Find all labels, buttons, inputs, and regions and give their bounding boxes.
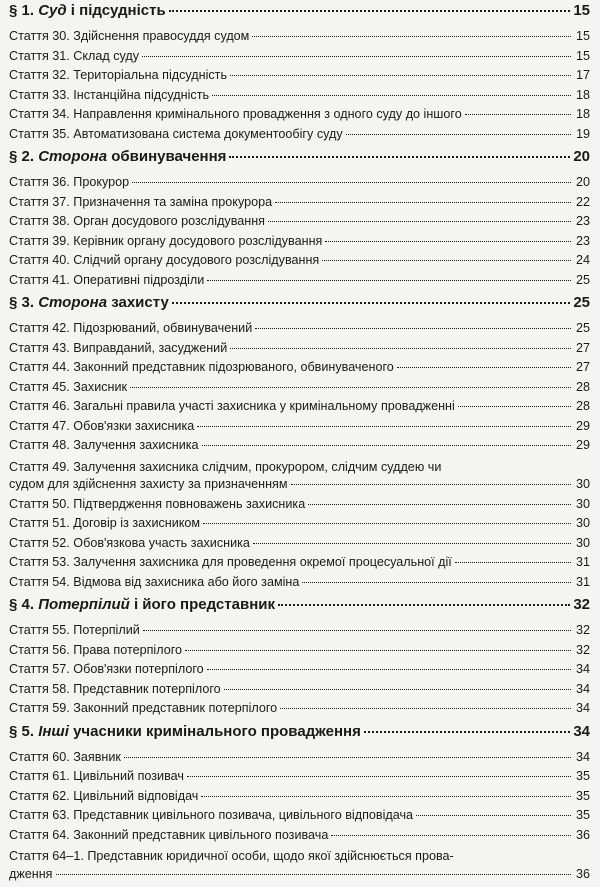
toc-entry[interactable] — [9, 214, 590, 234]
dot-leader — [416, 815, 571, 816]
entry-label: Стаття 48. Залучення захисника — [9, 438, 199, 452]
page-number: 25 — [575, 321, 590, 335]
entry-label: Стаття 63. Представник цивільного позивача, цивільного відповідача — [9, 808, 414, 822]
page-number: 15 — [573, 2, 590, 19]
page-number: 17 — [575, 68, 590, 82]
entry-label: Стаття 53. Залучення захисника для проведення окремої процесуальної дії — [9, 555, 452, 569]
toc-entry[interactable] — [9, 682, 590, 702]
page-number: 18 — [575, 107, 590, 121]
section-title: § 5. Інші учасники кримінального провадження — [9, 722, 361, 740]
toc-entry[interactable] — [9, 623, 590, 643]
page-number: 30 — [575, 496, 590, 511]
dot-leader — [56, 874, 571, 875]
page-number: 32 — [573, 596, 590, 613]
page-number: 15 — [575, 29, 590, 43]
dot-leader — [278, 604, 570, 606]
toc-entry[interactable] — [9, 380, 590, 400]
section-heading[interactable] — [9, 596, 590, 623]
dot-leader — [325, 241, 571, 242]
entry-label: Стаття 33. Інстанційна підсудність — [9, 87, 210, 102]
entry-label: Стаття 59. Законний представник потерпілого — [9, 701, 278, 715]
page-number: 25 — [573, 294, 590, 311]
entry-label: Стаття 55. Потерпілий — [9, 623, 140, 637]
page-number: 32 — [575, 642, 590, 657]
page-number: 22 — [575, 194, 590, 209]
section-heading[interactable] — [9, 294, 590, 321]
dot-leader — [207, 669, 571, 670]
entry-label: Стаття 31. Склад суду — [9, 48, 140, 63]
entry-label: Стаття 47. Обов'язки захисника — [9, 418, 195, 433]
toc-entry[interactable] — [9, 789, 590, 809]
dot-leader — [364, 731, 570, 733]
toc-entry[interactable] — [9, 828, 590, 848]
toc-section-3 — [9, 294, 590, 594]
table-of-contents — [0, 2, 600, 887]
page-number: 35 — [575, 769, 590, 783]
entry-label: Стаття 32. Територіальна підсудність — [9, 68, 228, 82]
page-number: 36 — [575, 827, 590, 842]
page-number: 20 — [575, 175, 590, 189]
section-title: § 2. Сторона обвинувачення — [9, 148, 227, 165]
entry-label: Стаття 62. Цивільний відповідач — [9, 788, 199, 803]
entry-label-continued: судом для здійснення захисту за призначенням — [9, 477, 288, 491]
toc-entry[interactable] — [9, 536, 590, 556]
dot-leader — [455, 562, 571, 563]
dot-leader — [172, 302, 571, 304]
dot-leader — [291, 484, 571, 485]
entry-label-continued: дження — [9, 866, 53, 881]
dot-leader — [124, 757, 571, 758]
page-number: 34 — [575, 662, 590, 676]
toc-entry[interactable] — [9, 68, 590, 88]
toc-entry[interactable] — [9, 127, 590, 147]
dot-leader — [185, 650, 571, 651]
page-number: 30 — [575, 516, 590, 530]
entry-label: Стаття 44. Законний представник підозрюваного, обвинуваченого — [9, 360, 394, 374]
entry-label: Стаття 58. Представник потерпілого — [9, 681, 221, 696]
page-number: 18 — [575, 87, 590, 102]
toc-entry[interactable] — [9, 575, 590, 595]
entry-label: Стаття 46. Загальні правила участі захисника у кримінальному провадженні — [9, 399, 455, 413]
section-title: § 3. Сторона захисту — [9, 294, 169, 311]
page-number: 29 — [575, 438, 590, 452]
dot-leader — [207, 280, 571, 281]
page-number: 36 — [575, 866, 590, 881]
entry-label: Стаття 64. Законний представник цивільного позивача — [9, 827, 329, 842]
page-number: 35 — [575, 788, 590, 803]
toc-section-4 — [9, 596, 590, 721]
page-number: 30 — [575, 477, 590, 491]
entry-label: Стаття 30. Здійснення правосуддя судом — [9, 29, 250, 43]
toc-entry[interactable] — [9, 29, 590, 49]
entry-label: Стаття 45. Захисник — [9, 379, 128, 394]
toc-entry[interactable] — [9, 750, 590, 770]
dot-leader — [253, 543, 571, 544]
dot-leader — [169, 10, 571, 12]
dot-leader — [143, 630, 571, 631]
entry-label: Стаття 60. Заявник — [9, 749, 121, 764]
dot-leader — [275, 202, 571, 203]
dot-leader — [465, 114, 571, 115]
dot-leader — [308, 504, 571, 505]
dot-leader — [458, 406, 571, 407]
toc-section-2 — [9, 148, 590, 292]
entry-label: Стаття 56. Права потерпілого — [9, 642, 183, 657]
toc-section-5 — [9, 723, 590, 887]
entry-label: Стаття 42. Підозрюваний, обвинувачений — [9, 321, 253, 335]
dot-leader — [230, 348, 571, 349]
dot-leader — [197, 426, 571, 427]
toc-entry[interactable] — [9, 555, 590, 575]
dot-leader — [302, 582, 571, 583]
dot-leader — [130, 387, 571, 388]
page-number: 25 — [575, 272, 590, 287]
page-number: 23 — [575, 233, 590, 248]
toc-entry[interactable] — [9, 399, 590, 419]
entry-label: Стаття 35. Автоматизована система документообігу суду — [9, 126, 343, 141]
toc-entry[interactable] — [9, 769, 590, 789]
toc-entry[interactable] — [9, 497, 590, 517]
dot-leader — [187, 776, 571, 777]
toc-entry[interactable] — [9, 847, 590, 886]
entry-label: Стаття 61. Цивільний позивач — [9, 769, 184, 783]
dot-leader — [202, 445, 571, 446]
page-number: 28 — [575, 379, 590, 394]
dot-leader — [224, 689, 571, 690]
entry-label: Стаття 57. Обов'язки потерпілого — [9, 662, 204, 676]
toc-entry[interactable] — [9, 662, 590, 682]
dot-leader — [252, 36, 571, 37]
toc-entry[interactable] — [9, 360, 590, 380]
toc-entry[interactable] — [9, 458, 590, 497]
page-number: 19 — [575, 126, 590, 141]
entry-label: Стаття 37. Призначення та заміна прокурора — [9, 194, 273, 209]
toc-entry[interactable] — [9, 438, 590, 458]
dot-leader — [132, 182, 571, 183]
toc-entry[interactable] — [9, 88, 590, 108]
entry-label: Стаття 49. Залучення захисника слідчим, прокурором, слідчим суддею чи — [9, 459, 442, 474]
dot-leader — [142, 56, 571, 57]
page-number: 34 — [573, 722, 590, 740]
entry-label: Стаття 34. Направлення кримінального провадження з одного суду до іншого — [9, 107, 462, 121]
section-heading[interactable] — [9, 2, 590, 29]
toc-entry[interactable] — [9, 175, 590, 195]
entry-label: Стаття 50. Підтвердження повноважень захисника — [9, 496, 306, 511]
page-number: 15 — [575, 48, 590, 63]
section-title: § 1. Суд і підсудність — [9, 2, 166, 19]
page-number: 34 — [575, 701, 590, 715]
page-number: 27 — [575, 340, 590, 355]
toc-entry[interactable] — [9, 321, 590, 341]
dot-leader — [397, 367, 571, 368]
dot-leader — [212, 95, 571, 96]
entry-label: Стаття 51. Договір із захисником — [9, 516, 201, 530]
dot-leader — [201, 796, 571, 797]
toc-entry[interactable] — [9, 516, 590, 536]
entry-label: Стаття 64–1. Представник юридичної особи, щодо якої здійснюється прова- — [9, 849, 454, 863]
toc-entry[interactable] — [9, 808, 590, 828]
page-number: 20 — [573, 148, 590, 165]
entry-label: Стаття 41. Оперативні підрозділи — [9, 272, 205, 287]
toc-entry[interactable] — [9, 643, 590, 663]
page-number: 34 — [575, 749, 590, 764]
page-number: 30 — [575, 535, 590, 550]
section-title: § 4. Потерпілий і його представник — [9, 596, 275, 613]
toc-entry[interactable] — [9, 195, 590, 215]
entry-label: Стаття 36. Прокурор — [9, 175, 130, 189]
page-number: 28 — [575, 399, 590, 413]
section-heading[interactable] — [9, 723, 590, 750]
page-number: 32 — [575, 623, 590, 637]
entry-label: Стаття 43. Виправданий, засуджений — [9, 340, 228, 355]
entry-label: Стаття 40. Слідчий органу досудового розслідування — [9, 253, 320, 267]
toc-entry[interactable] — [9, 234, 590, 254]
page-number: 24 — [575, 253, 590, 267]
page-number: 31 — [575, 555, 590, 569]
page-number: 29 — [575, 418, 590, 433]
dot-leader — [230, 75, 571, 76]
dot-leader — [331, 835, 571, 836]
toc-entry[interactable] — [9, 701, 590, 721]
toc-entry[interactable] — [9, 341, 590, 361]
toc-entry[interactable] — [9, 107, 590, 127]
entry-label: Стаття 38. Орган досудового розслідування — [9, 214, 266, 228]
toc-entry[interactable] — [9, 419, 590, 439]
page-number: 34 — [575, 681, 590, 696]
page-number: 27 — [575, 360, 590, 374]
toc-entry[interactable] — [9, 273, 590, 293]
dot-leader — [280, 708, 571, 709]
entry-label: Стаття 39. Керівник органу досудового розслідування — [9, 233, 323, 248]
page-number: 35 — [575, 808, 590, 822]
toc-section-1 — [9, 2, 590, 146]
entry-label: Стаття 52. Обов'язкова участь захисника — [9, 535, 250, 550]
toc-entry[interactable] — [9, 49, 590, 69]
dot-leader — [322, 260, 571, 261]
dot-leader — [255, 328, 571, 329]
dot-leader — [229, 156, 570, 158]
section-heading[interactable] — [9, 148, 590, 175]
toc-entry[interactable] — [9, 253, 590, 273]
dot-leader — [346, 134, 571, 135]
dot-leader — [268, 221, 571, 222]
dot-leader — [203, 523, 571, 524]
entry-label: Стаття 54. Відмова від захисника або його заміна — [9, 574, 300, 589]
page-number: 31 — [575, 574, 590, 589]
page-number: 23 — [575, 214, 590, 228]
